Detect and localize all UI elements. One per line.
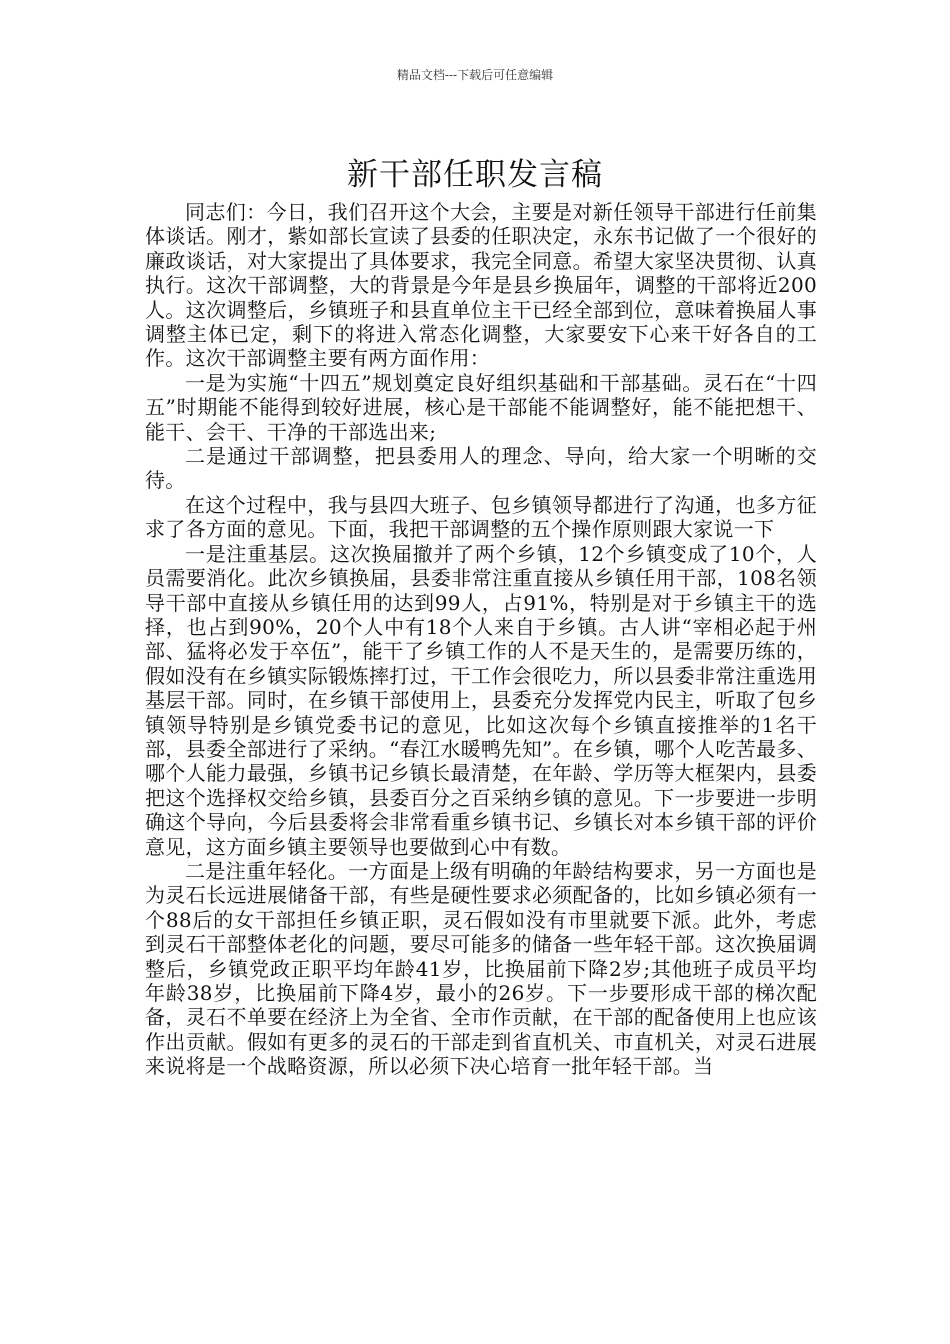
paragraph-point-two: 二是通过干部调整，把县委用人的理念、导向，给大家一个明晰的交待。 (145, 444, 817, 493)
page-header-note: 精品文档---下载后可任意编辑 (396, 68, 554, 82)
document-title: 新干部任职发言稿 (347, 156, 603, 193)
paragraph-principle-youth: 二是注重年轻化。一方面是上级有明确的年龄结构要求，另一方面也是为灵石长远进展储备干部，有些是硬性要求必须配备的，比如乡镇必须有一个88后的女干部担任乡镇正职，灵石假如没有市里就要下派。此外，考虑到灵石干部整体老化的问题，要尽可能多的储备一些年轻干部。这次换届调整后，乡镇党政正职平均年龄41岁，比换届前下降2岁;其他班子成员平均年龄38岁，比换届前下降4岁，最小的26岁。下一步要形成干部的梯次配备，灵石不单要在经济上为全省、全市作贡献，在干部的配备使用上也应该作出贡献。假如有更多的灵石的干部走到省直机关、市直机关，对灵石进展来说将是一个战略资源，所以必须下决心培育一批年轻干部。当 (145, 858, 817, 1079)
paragraph-opening: 同志们：今日，我们召开这个大会，主要是对新任领导干部进行任前集体谈话。刚才，紫如部长宣读了县委的任职决定，永东书记做了一个很好的廉政谈话，对大家提出了具体要求，我完全同意。希望大家坚决贯彻、认真执行。这次干部调整，大的背景是今年是县乡换届年，调整的干部将近200人。这次调整后，乡镇班子和县直单位主干已经全部到位，意味着换届人事调整主体已定，剩下的将进入常态化调整，大家要安下心来干好各自的工作。这次干部调整主要有两方面作用： (145, 200, 817, 371)
paragraph-transition: 在这个过程中，我与县四大班子、包乡镇领导都进行了沟通，也多方征求了各方面的意见。下面，我把干部调整的五个操作原则跟大家说一下 (145, 492, 817, 542)
paragraph-principle-grassroots: 一是注重基层。这次换届撤并了两个乡镇，12个乡镇变成了10个，人员需要消化。此次乡镇换届，县委非常注重直接从乡镇任用干部，108名领导干部中直接从乡镇任用的达到99人，占91%，特别是对于乡镇主干的选择，也占到90%，20个人中有18个人来自于乡镇。古人讲“宰相必起于州部、猛将必发于卒伍”，能干了乡镇工作的人不是天生的，是需要历练的，假如没有在乡镇实际锻炼摔打过，干工作会很吃力，所以县委非常注重选用基层干部。同时，在乡镇干部使用上，县委充分发挥党内民主，听取了包乡镇领导特别是乡镇党委书记的意见，比如这次每个乡镇直接推举的1名干部，县委全部进行了采纳。“春江水暖鸭先知”。在乡镇，哪个人吃苦最多、哪个人能力最强，乡镇书记乡镇长最清楚，在年龄、学历等大框架内，县委把这个选择权交给乡镇，县委百分之百采纳乡镇的意见。下一步要进一步明确这个导向，今后县委将会非常看重乡镇书记、乡镇长对本乡镇干部的评价意见，这方面乡镇主要领导也要做到心中有数。 (145, 541, 817, 859)
document-body (145, 200, 817, 1079)
paragraph-point-one: 一是为实施“十四五”规划奠定良好组织基础和干部基础。灵石在“十四五”时期能不能得到较好进展，核心是干部能不能调整好，能不能把想干、能干、会干、干净的干部选出来; (145, 370, 817, 444)
